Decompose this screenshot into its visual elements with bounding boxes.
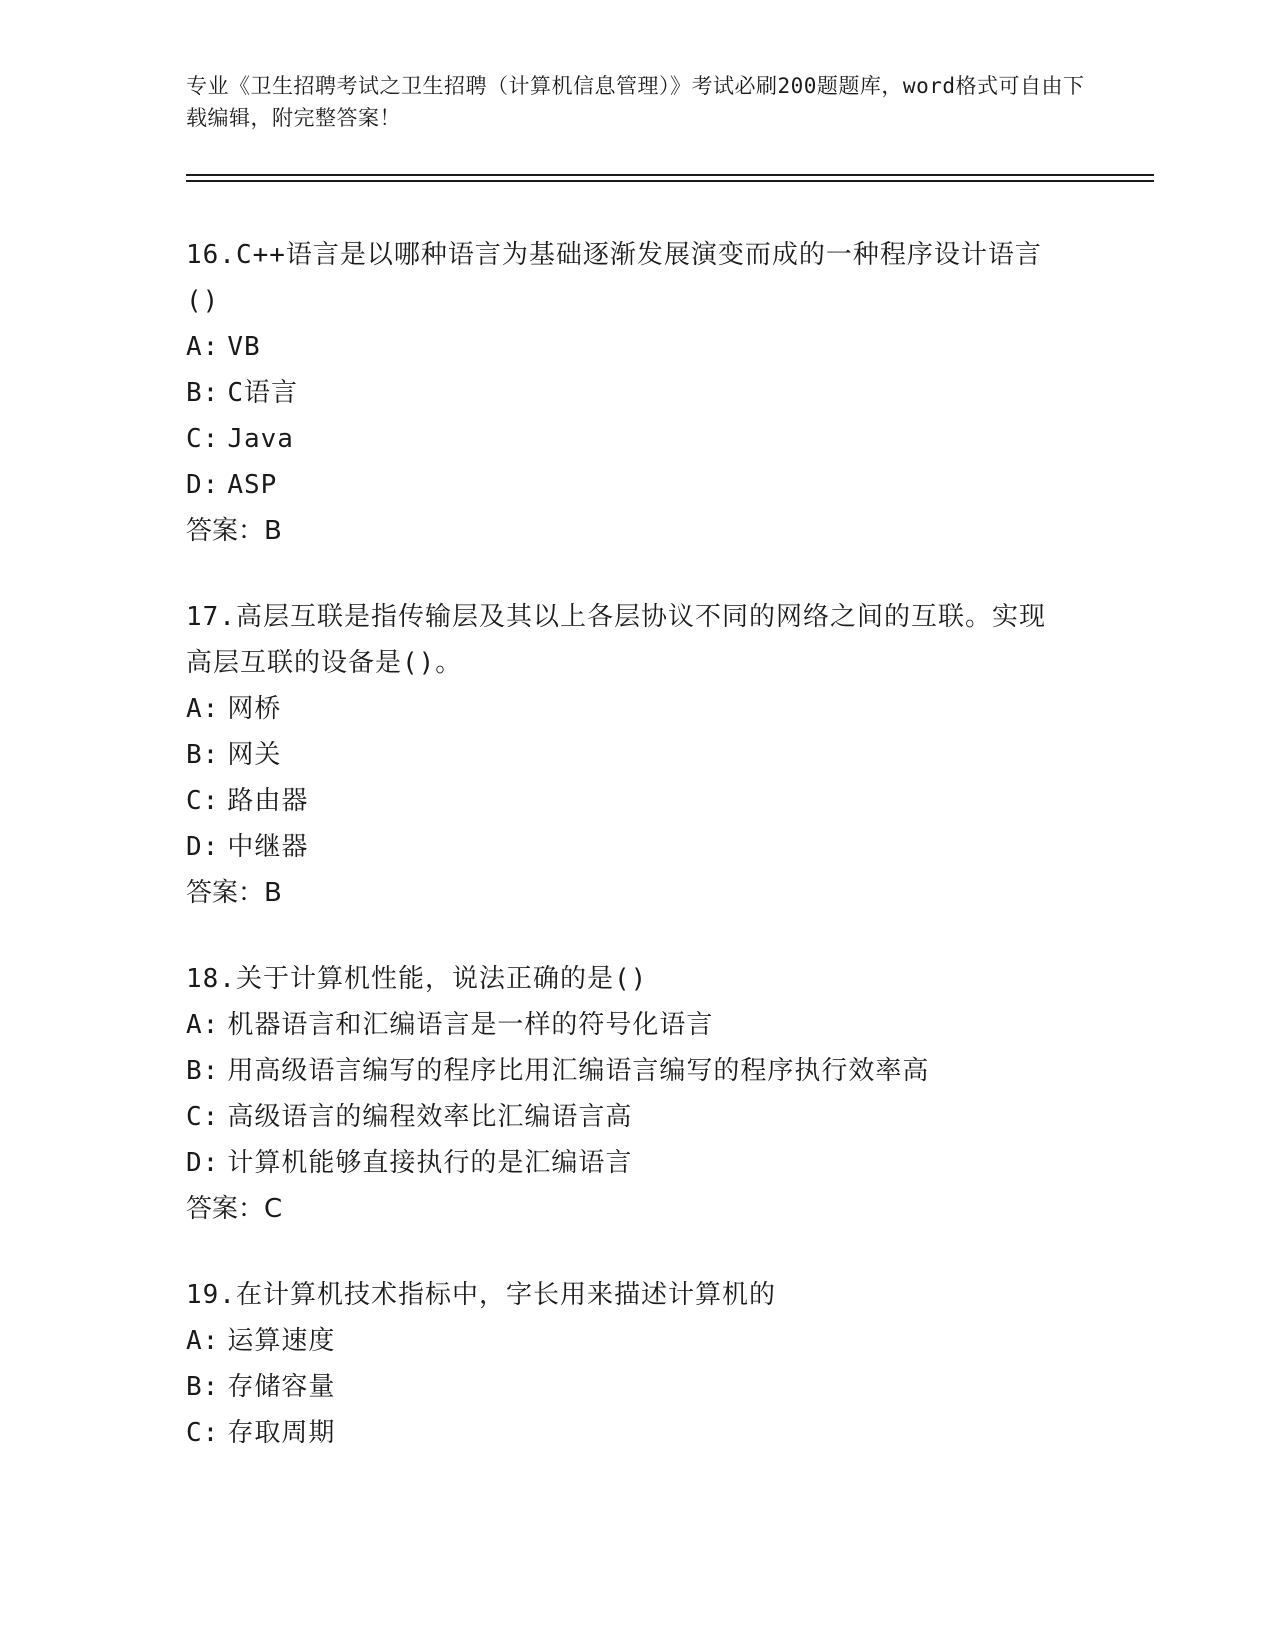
- option-b: [186, 370, 1146, 416]
- question-17: [186, 594, 1146, 916]
- answer-line: 答案：B: [186, 516, 282, 546]
- option-text: 网关: [227, 740, 282, 770]
- document-page: [186, 70, 1146, 1496]
- question-stem: 16.C++语言是以哪种语言为基础逐渐发展演变而成的一种程序设计语言(): [186, 240, 1042, 316]
- option-text: 中继器: [227, 832, 309, 862]
- option-key: A:: [186, 1326, 220, 1356]
- header-divider: [186, 174, 1154, 182]
- option-c: [186, 416, 1146, 462]
- option-c: [186, 1094, 1146, 1140]
- option-text: C语言: [227, 378, 298, 408]
- option-text: ASP: [227, 470, 278, 500]
- option-text: 网桥: [227, 694, 282, 724]
- option-key: D:: [186, 832, 220, 862]
- option-d: [186, 462, 1146, 508]
- option-c: [186, 778, 1146, 824]
- question-18: [186, 956, 1146, 1232]
- document-header: 专业《卫生招聘考试之卫生招聘（计算机信息管理）》考试必刷200题题库，word格式可自由下载编辑，附完整答案！: [186, 74, 1085, 130]
- divider-line-bottom: [186, 180, 1154, 182]
- option-b: [186, 1048, 1146, 1094]
- option-text: 高级语言的编程效率比汇编语言高: [227, 1102, 633, 1132]
- option-a: [186, 324, 1146, 370]
- option-key: A:: [186, 1010, 220, 1040]
- option-key: A:: [186, 694, 220, 724]
- option-key: C:: [186, 786, 220, 816]
- option-key: A:: [186, 332, 220, 362]
- option-b: [186, 1364, 1146, 1410]
- option-key: C:: [186, 424, 220, 454]
- option-text: VB: [227, 332, 261, 362]
- option-a: [186, 686, 1146, 732]
- option-d: [186, 824, 1146, 870]
- option-text: 存取周期: [227, 1418, 336, 1448]
- question-stem: 17.高层互联是指传输层及其以上各层协议不同的网络之间的互联。实现高层互联的设备是()。: [186, 602, 1046, 678]
- option-key: D:: [186, 470, 220, 500]
- option-text: 计算机能够直接执行的是汇编语言: [227, 1148, 633, 1178]
- option-key: B:: [186, 1372, 220, 1402]
- option-key: B:: [186, 1056, 220, 1086]
- option-a: [186, 1318, 1146, 1364]
- option-key: D:: [186, 1148, 220, 1178]
- question-stem: 19.在计算机技术指标中，字长用来描述计算机的: [186, 1280, 776, 1310]
- option-key: B:: [186, 740, 220, 770]
- option-text: 存储容量: [227, 1372, 336, 1402]
- question-19: [186, 1272, 1146, 1456]
- option-text: 机器语言和汇编语言是一样的符号化语言: [227, 1010, 714, 1040]
- option-c: [186, 1410, 1146, 1456]
- option-d: [186, 1140, 1146, 1186]
- question-stem: 18.关于计算机性能，说法正确的是(): [186, 964, 648, 994]
- option-a: [186, 1002, 1146, 1048]
- answer-line: 答案：C: [186, 1194, 283, 1224]
- option-key: C:: [186, 1418, 220, 1448]
- option-text: 用高级语言编写的程序比用汇编语言编写的程序执行效率高: [227, 1056, 930, 1086]
- answer-line: 答案：B: [186, 878, 282, 908]
- question-list: [186, 232, 1146, 1456]
- option-key: C:: [186, 1102, 220, 1132]
- option-key: B:: [186, 378, 220, 408]
- option-text: Java: [227, 424, 294, 454]
- option-text: 运算速度: [227, 1326, 336, 1356]
- divider-line-top: [186, 174, 1154, 176]
- question-16: [186, 232, 1146, 554]
- option-text: 路由器: [227, 786, 309, 816]
- option-b: [186, 732, 1146, 778]
